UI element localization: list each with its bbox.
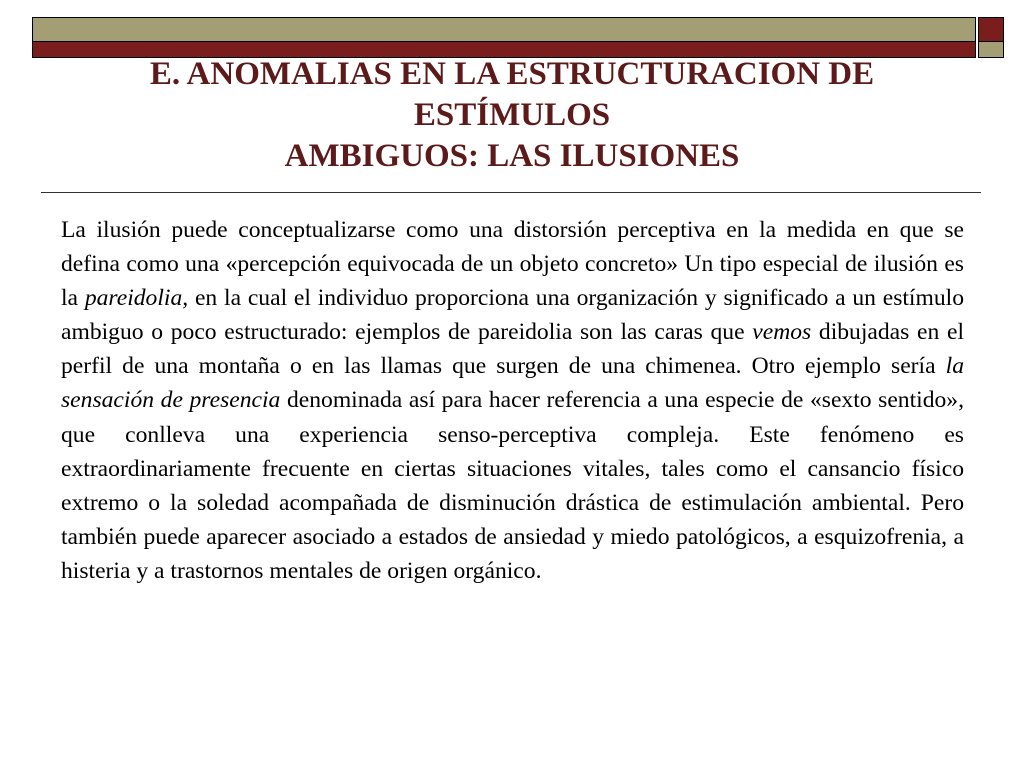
term-sensacion-presencia: la sensación de presencia (61, 353, 964, 414)
header-bar-olive (32, 17, 976, 42)
body-paragraph (61, 213, 964, 588)
title-line-1: E. ANOMALIAS EN LA ESTRUCTURACION DE (149, 56, 875, 92)
title-divider (41, 192, 981, 193)
term-vemos: vemos (752, 319, 812, 346)
body-segment: denominada así para hacer referencia a una especie de «sexto sentido», que conlleva una experiencia senso-perceptiva compleja. Este fenómeno es extraordinariamente frecuente en ciertas situaciones vitales, tales como el cansancio físico extremo o la soledad acompañada de disminución drástica de estimulación ambiental. Pero también puede aparecer asociado a estados de ansiedad y miedo patológicos, a esquizofrenia, a histeria y a trastornos mentales de origen orgánico. (61, 387, 965, 584)
slide-title (40, 54, 984, 177)
body-segment: en la cual el individuo proporciona una organización y significado a un estímulo ambiguo o poco estructurado: ejemplos de pareidolia son las caras que (61, 285, 964, 346)
body-segment: La ilusión puede conceptualizarse como una distorsión perceptiva en la medida en que se defina como una «percepción equivocada de un objeto concreto» Un tipo especial de ilusión es la (61, 217, 964, 312)
title-line-2: ESTÍMULOS (413, 97, 611, 133)
title-line-3: AMBIGUOS: LAS ILUSIONES (284, 138, 740, 174)
term-pareidolia: pareidolia, (84, 285, 189, 312)
corner-square-maroon (978, 17, 1004, 42)
body-segment: dibujadas en el perfil de una montaña o en las llamas que surgen de una chimenea. Otro ejemplo sería (61, 319, 965, 380)
